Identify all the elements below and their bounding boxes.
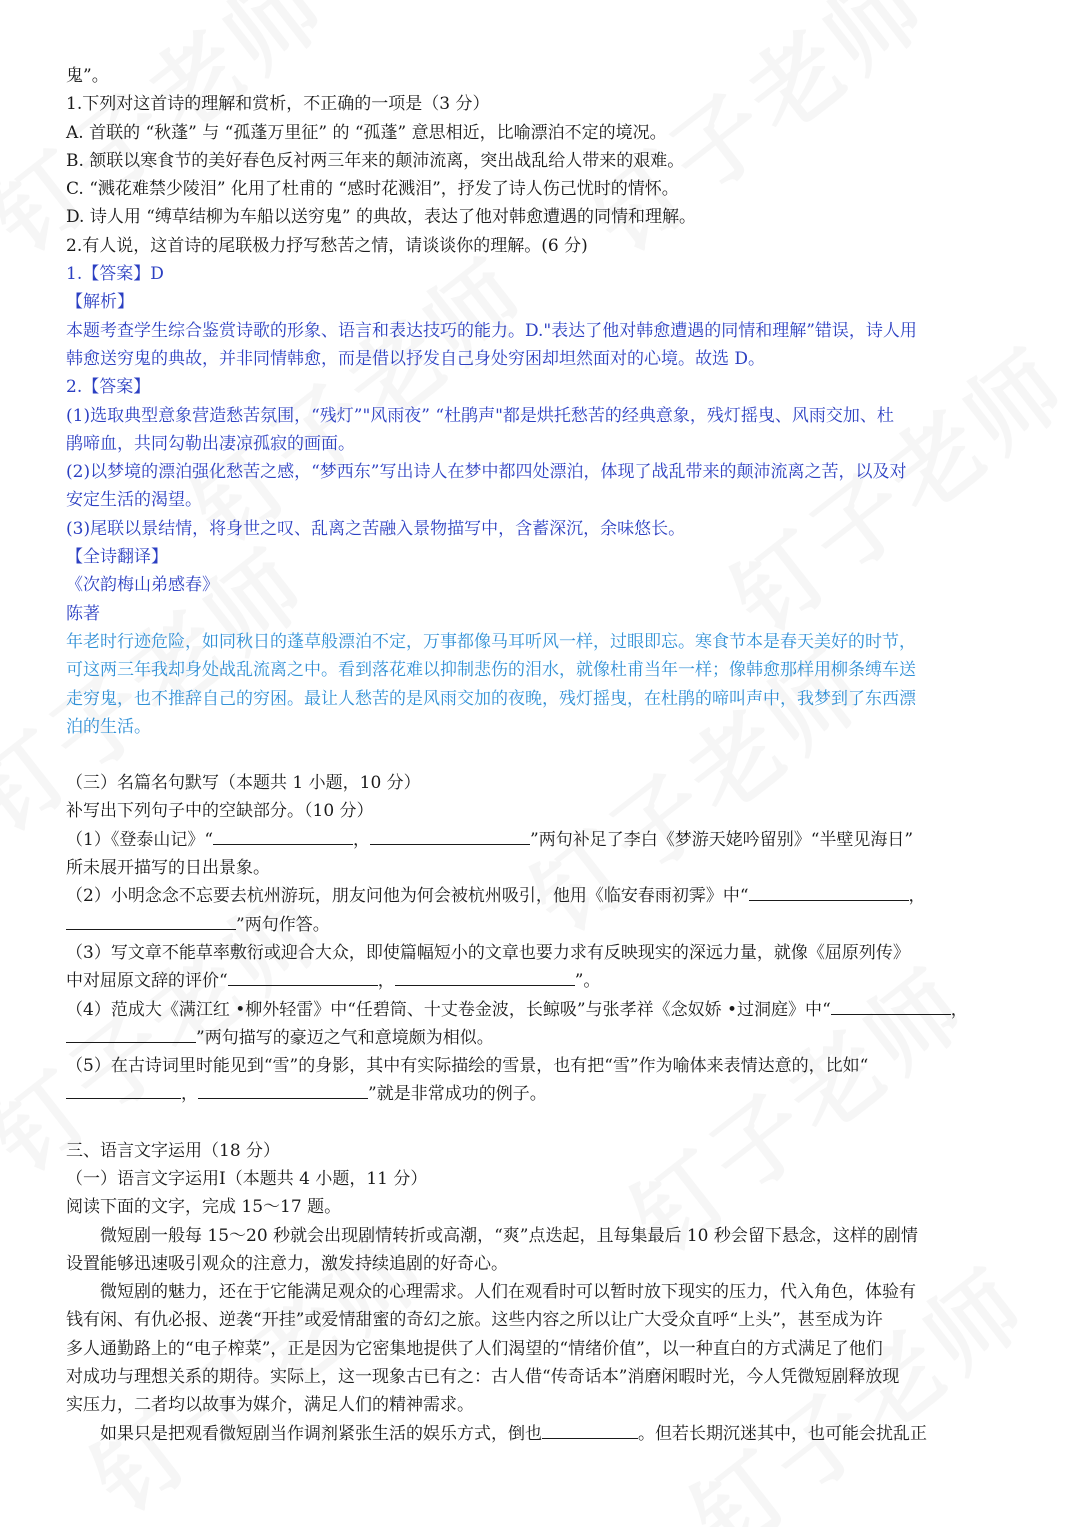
answer-blank[interactable] bbox=[831, 996, 951, 1015]
answer-blank[interactable] bbox=[370, 826, 530, 845]
passage-paragraph: 对成功与理想关系的期待。实际上，这一现象古已有之：古人借“传奇话本”消磨闲暇时光，今人凭微短剧释放现 bbox=[66, 1367, 900, 1388]
fill-question-4-cont: ”两句描写的豪迈之气和意境颇为相似。 bbox=[66, 1024, 1016, 1052]
analysis-text: 韩愈送穷鬼的典故，并非同情韩愈，而是借以抒发自己身处穷困却坦然面对的心境。故选 D。 bbox=[66, 348, 766, 369]
analysis-label: 【解析】 bbox=[66, 292, 134, 313]
translation-text: 年老时行迹危险，如同秋日的蓬草般漂泊不定，万事都像马耳听风一样，过眼即忘。寒食节本是春天美好的时节， bbox=[66, 631, 916, 652]
answer-2-point-1: (1)选取典型意象营造愁苦氛围，“残灯”"风雨夜” “杜鹃声"都是烘托愁苦的经典意象，残灯摇曳、风雨交加、杜 bbox=[66, 405, 894, 426]
passage-paragraph: 实压力，二者均以故事为媒介，满足人们的精神需求。 bbox=[66, 1395, 474, 1416]
answer-2-point-2: (2)以梦境的漂泊强化愁苦之感，“梦西东”写出诗人在梦中都四处漂泊，体现了战乱带来的颠沛流离之苦，以及对 bbox=[66, 462, 907, 483]
question-text: （5）在古诗词里时能见到“雪”的身影，其中有实际描绘的雪景，也有把“雪”作为喻体来表情达意的，比如 bbox=[66, 1056, 860, 1077]
section-instruction: 补写出下列句子中的空缺部分。（10 分） bbox=[66, 801, 374, 822]
analysis-text: 本题考查学生综合鉴赏诗歌的形象、语言和表达技巧的能力。D."表达了他对韩愈遭遇的同情和理解”错误，诗人用 bbox=[66, 320, 917, 341]
question-text: （1）《登泰山记》 bbox=[66, 829, 205, 850]
question-text: 两句作答。 bbox=[244, 914, 330, 935]
answer-2-point-1: 鹃啼血，共同勾勒出凄凉孤寂的画面。 bbox=[66, 433, 355, 454]
question-text: 两句描写的豪迈之气和意境颇为相似。 bbox=[204, 1027, 494, 1048]
section-heading: 三、语言文字运用（18 分） bbox=[66, 1140, 281, 1161]
passage-paragraph bbox=[66, 1420, 1016, 1448]
fill-question-5: （5）在古诗词里时能见到“雪”的身影，其中有实际描绘的雪景，也有把“雪”作为喻体来表情达意的，比如“ bbox=[66, 1056, 869, 1077]
answer-blank[interactable] bbox=[749, 882, 909, 901]
question-text: 就是非常成功的例子。 bbox=[376, 1084, 547, 1105]
fill-question-1: （1）《登泰山记》“ ， ”两句补足了李白《梦游天姥吟留别》“半壁见海日” bbox=[66, 826, 1016, 854]
text-line: 鬼”。 bbox=[66, 66, 109, 86]
reading-instruction: 阅读下面的文字，完成 15～17 题。 bbox=[66, 1197, 342, 1218]
fill-question-1-cont: 所未展开描写的日出景象。 bbox=[66, 858, 270, 879]
fill-question-4: （4）范成大《满江红 •柳外轻雷》中“任碧筒、十丈卷金波，长鲸吸”与张孝祥《念奴娇 •过洞庭》中“ ， bbox=[66, 996, 1016, 1024]
answer-blank[interactable] bbox=[542, 1420, 638, 1439]
passage-paragraph: 微短剧一般每 15～20 秒就会出现剧情转折或高潮，“爽”点迭起，且每集最后 10 秒会留下悬念，这样的剧情 bbox=[100, 1225, 918, 1246]
fill-question-2: （2）小明念念不忘要去杭州游玩，朋友问他为何会被杭州吸引，他用《临安春雨初霁》中“ ， bbox=[66, 882, 1016, 910]
option-c: C. “溅花难禁少陵泪” 化用了杜甫的 “感时花溅泪”，抒发了诗人伤己忧时的情怀。 bbox=[66, 179, 679, 200]
answer-blank[interactable] bbox=[66, 1080, 181, 1099]
translation-text: 泊的生活。 bbox=[66, 716, 151, 737]
document-page bbox=[66, 62, 1016, 1448]
question-text: （2）小明念念不忘要去杭州游玩，朋友问他为何会被杭州吸引，他用《临安春雨初霁》中 bbox=[66, 886, 740, 907]
fill-question-5-cont: ， ”就是非常成功的例子。 bbox=[66, 1080, 1016, 1108]
question-2: 2.有人说，这首诗的尾联极力抒写愁苦之情，请谈谈你的理解。(6 分) bbox=[66, 235, 588, 256]
answer-2-point-2: 安定生活的渴望。 bbox=[66, 490, 202, 511]
answer-blank[interactable] bbox=[213, 826, 353, 845]
passage-text: 。但若长期沉迷其中，也可能会扰乱正 bbox=[638, 1423, 927, 1444]
answer-blank[interactable] bbox=[228, 967, 378, 986]
answer-blank[interactable] bbox=[66, 1024, 196, 1043]
translation-text: 可这两三年我却身处战乱流离之中。看到落花难以抑制悲伤的泪水，就像杜甫当年一样；像韩愈那样用柳条缚车送 bbox=[66, 660, 916, 681]
answer-2-point-3: (3)尾联以景结情，将身世之叹、乱离之苦融入景物描写中，含蓄深沉，余味悠长。 bbox=[66, 518, 686, 539]
answer-blank[interactable] bbox=[66, 911, 236, 930]
question-text: （4）范成大《满江红 •柳外轻雷》中“任碧筒、十丈卷金波，长鲸吸”与张孝祥《念奴娇 •过洞庭》中 bbox=[66, 999, 823, 1020]
subsection-heading: （一）语言文字运用Ⅰ（本题共 4 小题，11 分） bbox=[66, 1168, 428, 1189]
fill-question-3: （3）写文章不能草率敷衍或迎合大众，即使篇幅短小的文章也要力求有反映现实的深远力量，就像《屈原列传》 bbox=[66, 942, 910, 963]
option-b: B. 颔联以寒食节的美好春色反衬两三年来的颠沛流离，突出战乱给人带来的艰难。 bbox=[66, 150, 685, 171]
translation-text: 走穷鬼，也不推辞自己的穷困。最让人愁苦的是风雨交加的夜晚，残灯摇曳，在杜鹃的啼叫声中，我梦到了东西漂 bbox=[66, 688, 916, 709]
poem-title: 《次韵梅山弟感春》 bbox=[66, 575, 219, 596]
passage-paragraph: 微短剧的魅力，还在于它能满足观众的心理需求。人们在观看时可以暂时放下现实的压力，代入角色，体验有 bbox=[100, 1282, 916, 1303]
option-a: A. 首联的 “秋蓬” 与 “孤蓬万里征” 的 “孤蓬” 意思相近，比喻漂泊不定的境况。 bbox=[66, 122, 667, 143]
question-text: 两句补足了李白《梦游天姥吟留别》“半壁见海日” bbox=[538, 829, 914, 850]
answer-2-label: 2.【答案】 bbox=[66, 377, 151, 398]
poem-author: 陈著 bbox=[66, 603, 100, 624]
answer-blank[interactable] bbox=[198, 1080, 368, 1099]
passage-paragraph: 设置能够迅速吸引观众的注意力，激发持续追剧的好奇心。 bbox=[66, 1253, 508, 1274]
passage-paragraph: 多人通勤路上的“电子榨菜”，正是因为它密集地提供了人们渴望的“情绪价值”，以一种直白的方式满足了他们 bbox=[66, 1338, 883, 1359]
answer-blank[interactable] bbox=[395, 967, 575, 986]
translation-label: 【全诗翻译】 bbox=[66, 547, 168, 568]
answer-1-label: 1.【答案】D bbox=[66, 264, 164, 285]
option-d: D. 诗人用 “缚草结柳为车船以送穷鬼” 的典故，表达了他对韩愈遭遇的同情和理解。 bbox=[66, 207, 697, 228]
fill-question-3-cont: 中对屈原文辞的评价“ ， ”。 bbox=[66, 967, 1016, 995]
question-1: 1.下列对这首诗的理解和赏析，不正确的一项是（3 分） bbox=[66, 94, 490, 115]
question-text: 中对屈原文辞的评价 bbox=[66, 971, 219, 992]
passage-paragraph: 钱有闲、有仇必报、逆袭“开挂”或爱情甜蜜的奇幻之旅。这些内容之所以让广大受众直呼“上头”，甚至成为许 bbox=[66, 1310, 883, 1331]
section-heading: （三）名篇名句默写（本题共 1 小题，10 分） bbox=[66, 773, 421, 794]
fill-question-2-cont: ”两句作答。 bbox=[66, 911, 1016, 939]
passage-text: 如果只是把观看微短剧当作调剂紧张生活的娱乐方式，倒也 bbox=[100, 1423, 542, 1444]
